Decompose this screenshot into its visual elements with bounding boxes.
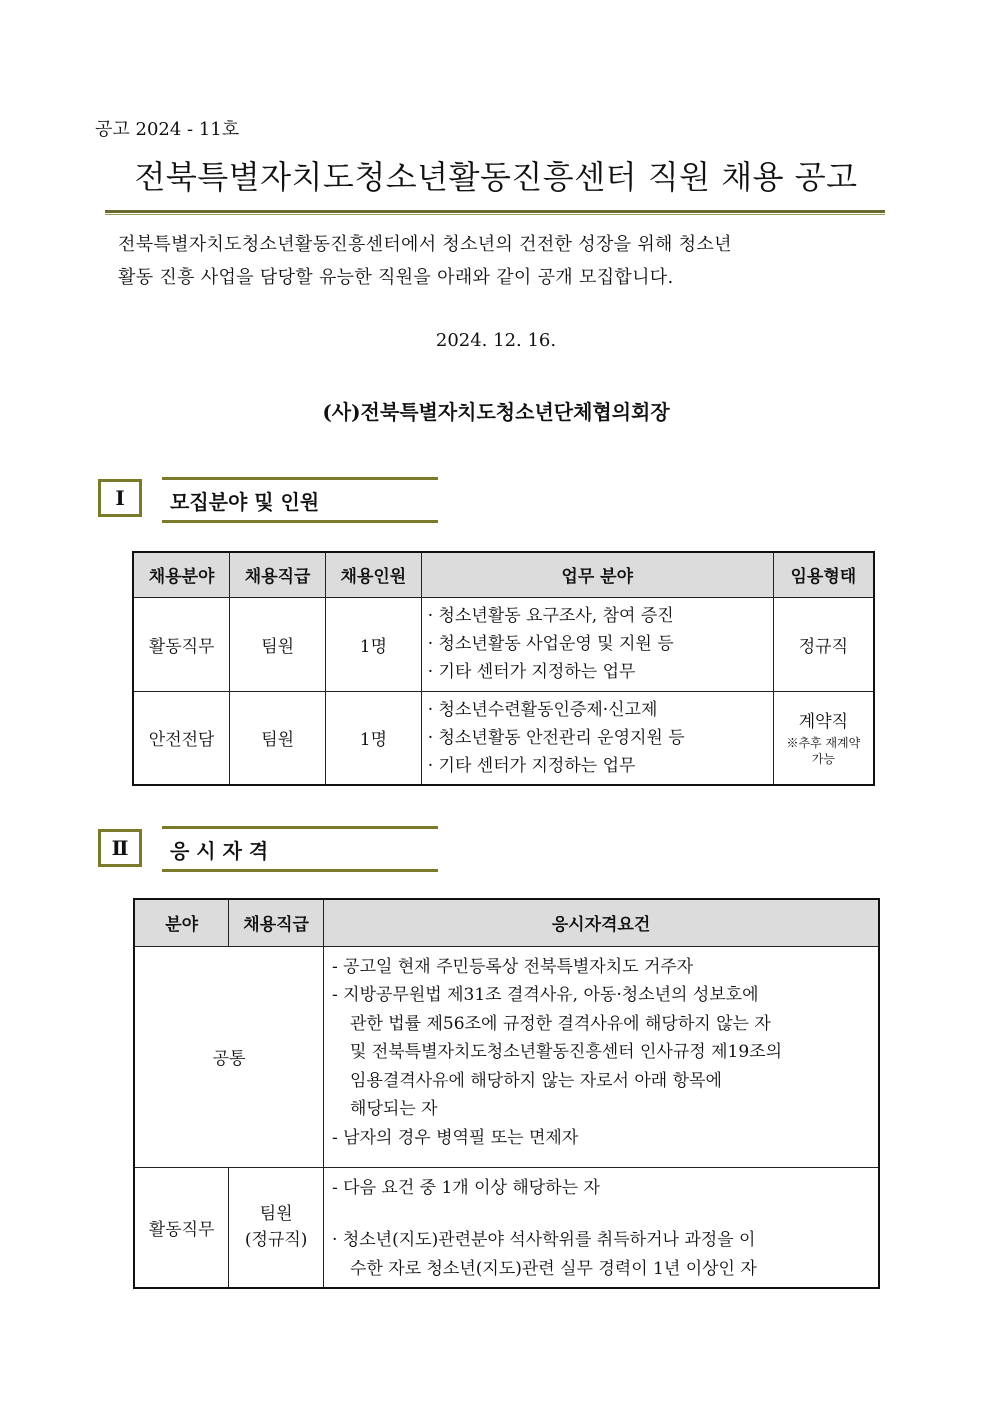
field-cell: 안전전담 — [133, 691, 230, 785]
intro-paragraph — [118, 228, 888, 294]
requirement-line: · 청소년(지도)관련분야 석사학위를 취득하거나 과정을 이 — [332, 1230, 756, 1250]
header-cell: 채용직급 — [230, 552, 326, 597]
section-2-title: 응 시 자 격 — [162, 826, 438, 872]
duty-item: · 청소년수련활동인증제·신고제 — [427, 699, 658, 720]
header-cell: 채용분야 — [133, 552, 230, 597]
requirement-line: - 공고일 현재 주민등록상 전북특별자치도 거주자 — [332, 956, 694, 977]
intro-line-1: 전북특별자치도청소년활동진흥센터에서 청소년의 건전한 성장을 위해 청소년 — [118, 234, 732, 255]
duty-item: · 청소년활동 안전관리 운영지원 등 — [427, 727, 685, 748]
requirement-line: 관한 법률 제56조에 규정한 결격사유에 해당하지 않는 자 — [350, 1013, 771, 1034]
grade-cell — [229, 1167, 324, 1288]
requirement-line: 및 전북특별자치도청소년활동진흥센터 인사규정 제19조의 — [350, 1042, 782, 1062]
activity-requirements-cell — [324, 1167, 879, 1288]
table-header-row — [133, 552, 874, 597]
field-cell: 활동직무 — [134, 1167, 229, 1288]
header-cell: 채용인원 — [326, 552, 422, 597]
table-header-row — [134, 899, 879, 946]
qualification-table — [133, 898, 880, 1289]
field-cell: 활동직무 — [133, 597, 230, 691]
duties-cell — [421, 597, 773, 691]
requirement-line: - 남자의 경우 병역필 또는 면제자 — [332, 1127, 579, 1148]
notice-date: 2024. 12. 16. — [435, 330, 557, 351]
requirement-line: - 지방공무원법 제31조 결격사유, 아동·청소년의 성보호에 — [332, 985, 759, 1005]
type-cell: 정규직 — [773, 597, 874, 691]
requirement-line: 해당되는 자 — [350, 1099, 438, 1119]
grade-cell: 팀원 — [230, 597, 326, 691]
header-cell: 업무 분야 — [421, 552, 773, 597]
recruitment-table — [132, 551, 875, 786]
grade-cell: 팀원 — [230, 691, 326, 785]
issuer-name: (사)전북특별자치도청소년단체협의회장 — [322, 400, 670, 424]
duty-item: · 기타 센터가 지정하는 업무 — [427, 662, 636, 682]
duties-cell — [421, 691, 773, 785]
intro-line-2: 활동 진흥 사업을 담당할 유능한 직원을 아래와 같이 공개 모집합니다. — [118, 267, 674, 288]
table-row — [134, 1167, 879, 1288]
section-2-number: Ⅱ — [98, 829, 142, 867]
requirement-line: - 다음 요건 중 1개 이상 해당하는 자 — [332, 1177, 600, 1198]
count-cell: 1명 — [326, 597, 422, 691]
requirement-line: 임용결격사유에 해당하지 않는 자로서 아래 항목에 — [350, 1070, 722, 1091]
header-cell: 채용직급 — [229, 899, 324, 946]
section-1-number: Ⅰ — [98, 479, 142, 517]
header-cell: 분야 — [134, 899, 229, 946]
grade-note: (정규직) — [244, 1230, 308, 1251]
spacer — [332, 1202, 870, 1226]
type-label: 계약직 — [798, 711, 848, 732]
requirement-line: 수한 자로 청소년(지도)관련 실무 경력이 1년 이상인 자 — [350, 1258, 757, 1279]
common-label-cell: 공통 — [134, 946, 324, 1167]
duty-item: · 청소년활동 사업운영 및 지원 등 — [427, 634, 674, 654]
title-divider — [105, 210, 885, 215]
section-1-title: 모집분야 및 인원 — [162, 477, 438, 523]
page-title: 전북특별자치도청소년활동진흥센터 직원 채용 공고 — [134, 158, 858, 196]
notice-number: 공고 2024 - 11호 — [95, 119, 240, 140]
type-note: ※추후 재계약 가능 — [786, 735, 861, 766]
common-requirements-cell — [324, 946, 879, 1167]
duty-item: · 기타 센터가 지정하는 업무 — [427, 755, 636, 776]
grade-label: 팀원 — [259, 1204, 293, 1225]
table-row — [134, 946, 879, 1167]
header-cell: 임용형태 — [773, 552, 874, 597]
duty-item: · 청소년활동 요구조사, 참여 증진 — [427, 606, 674, 626]
table-row — [133, 597, 874, 691]
table-row — [133, 691, 874, 785]
header-cell: 응시자격요건 — [324, 899, 879, 946]
count-cell: 1명 — [326, 691, 422, 785]
type-cell — [773, 691, 874, 785]
